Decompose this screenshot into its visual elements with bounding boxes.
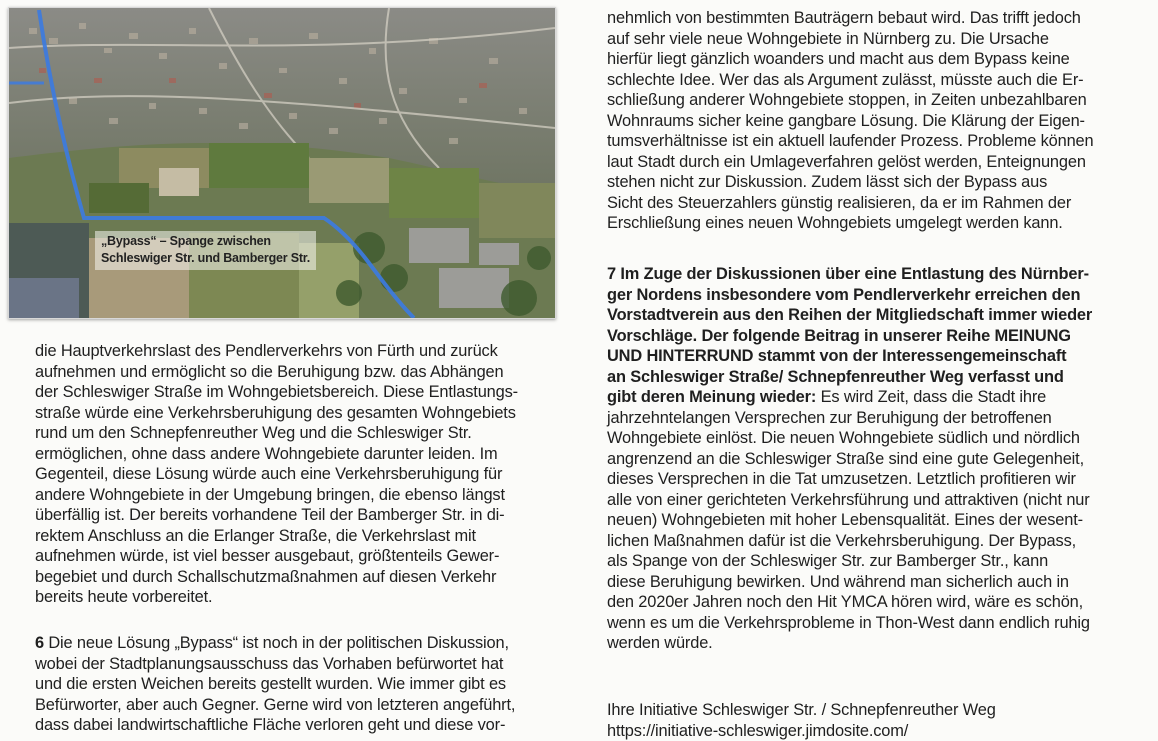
- p7-line-8: diese Beruhigung bewirken. Und während man sicherlich auch in: [607, 572, 1069, 591]
- p6-line-1: wobei der Stadtplanungsausschuss das Vorhaben befürwortet hat: [35, 654, 504, 673]
- left-paragraph-line-0: die Hauptverkehrslast des Pendlerverkehrs von Fürth und zurück: [35, 342, 498, 360]
- right-paragraph-line-0: nehmlich von bestimmten Bauträgern bebaut wird. Das trifft jedoch: [607, 9, 1081, 27]
- p6-line-3: Befürworter, aber auch Gegner. Gerne wird von letzteren angeführt,: [35, 695, 516, 714]
- aerial-photo: [8, 7, 556, 319]
- p7-line-6: lichen Maßnahmen dafür ist die Verkehrsberuhigung. Der Bypass,: [607, 531, 1077, 550]
- right-paragraph-line-1: auf sehr viele neue Wohngebiete in Nürnberg zu. Die Ursache: [607, 29, 1049, 48]
- paragraph-7-body: [607, 408, 1149, 654]
- signature-url[interactable]: https://initiative-schleswiger.jimdosite.com/: [607, 721, 909, 740]
- photo-caption: [95, 231, 316, 270]
- p7-line-11: werden würde.: [607, 634, 713, 652]
- p7-line-4: alle von einer gerichteten Verkehrsführung und attraktiven (nicht nur: [607, 490, 1090, 509]
- p7-normal-start: Es wird Zeit, dass die Stadt ihre: [816, 388, 1047, 406]
- left-paragraph-line-4: rund um den Schnepfenreuther Weg und die Schleswiger Str.: [35, 424, 472, 442]
- left-paragraph-lines: [35, 341, 557, 608]
- signature-block: [607, 700, 1149, 741]
- paragraph-6-text: [35, 633, 557, 736]
- left-paragraph-line-6: Gegenteil, diese Lösung würde auch eine Verkehrsberuhigung für: [35, 465, 503, 483]
- right-paragraph-lines: [607, 8, 1149, 234]
- p7-line-3: dieses Versprechen in die Tat umzusetzen. Letztlich profitieren wir: [607, 470, 1076, 488]
- left-paragraph-line-12: bereits heute vorbereitet.: [35, 588, 213, 606]
- left-paragraph-line-3: straße würde eine Verkehrsberuhigung des gesamten Wohngebiets: [35, 403, 516, 422]
- right-paragraph-line-6: tumsverhältnisse ist ein aktuell laufender Prozess. Probleme können: [607, 132, 1094, 150]
- p7-line-5: neuen) Wohngebieten mit hoher Lebensqualität. Eines der wesent-: [607, 511, 1083, 529]
- caption-line-1: „Bypass“ – Spange zwischen: [101, 234, 271, 248]
- right-paragraph-line-9: Sicht des Steuerzahlers günstig realisieren, da er im Rahmen der: [607, 193, 1072, 212]
- paragraph-7-text: [607, 264, 1149, 654]
- p7-line-0: jahrzehntelangen Versprechen zur Beruhigung der betroffenen: [607, 408, 1052, 427]
- paragraph-7: [607, 264, 1149, 654]
- p7-line-9: den 2020er Jahren noch den Hit YMCA hören wird, wäre es schön,: [607, 593, 1084, 611]
- p7-bold-line-4: UND HINTERRUND stammt von der Interessengemeinschaft: [607, 347, 1067, 365]
- paragraph-7-bold-intro: [607, 264, 1149, 387]
- p7-line-10: wenn es um die Verkehrsprobleme in Thon-West dann endlich ruhig: [607, 613, 1090, 632]
- p7-bold-line-2: Vorstadtverein aus den Reihen der Mitgliedschaft immer wieder: [607, 306, 1093, 324]
- p6-line-4: dass dabei landwirtschaftliche Fläche verloren geht und diese vor-: [35, 716, 506, 734]
- right-paragraph-line-2: hierfür liegt gänzlich woanders und macht aus dem Bypass keine: [607, 50, 1070, 68]
- left-paragraph-line-10: aufnehmen würde, ist viel besser ausgebaut, größtenteils Gewer-: [35, 547, 500, 565]
- left-paragraph-line-11: begebiet und durch Schallschutzmaßnahmen auf diesen Verkehr: [35, 567, 497, 586]
- p7-bold-line-1: ger Nordens insbesondere vom Pendlerverkehr erreichen den: [607, 285, 1081, 304]
- left-paragraph-line-8: überfällig ist. Der bereits vorhandene Teil der Bamberger Str. in di-: [35, 506, 505, 524]
- aerial-map-illustration: [9, 8, 555, 318]
- p7-bold-tail: gibt deren Meinung wieder:: [607, 388, 817, 406]
- p7-line-2: angrenzend an die Schleswiger Straße sind eine gute Gelegenheit,: [607, 449, 1084, 468]
- paragraph-number-6: 6: [35, 634, 44, 652]
- left-paragraph-line-2: der Schleswiger Straße im Wohngebietsbereich. Diese Entlastungs-: [35, 383, 518, 401]
- right-paragraph-line-8: stehen nicht zur Diskussion. Zudem lässt sich der Bypass aus: [607, 173, 1048, 191]
- p7-line-7: als Spange von der Schleswiger Str. zur Bamberger Str., kann: [607, 552, 1049, 570]
- left-column-paragraph: [35, 341, 557, 608]
- left-paragraph-line-1: aufnehmen und ermöglicht so die Beruhigung bzw. das Abhängen: [35, 362, 504, 381]
- signature-initiative: Ihre Initiative Schleswiger Str. / Schnepfenreuther Weg: [607, 701, 996, 719]
- right-paragraph-line-4: schließung anderer Wohngebiete stoppen, in Zeiten unbezahlbaren: [607, 91, 1087, 109]
- right-column-paragraph: [607, 8, 1149, 234]
- right-paragraph-line-3: schlechte Idee. Wer das als Argument zulässt, müsste auch die Er-: [607, 70, 1084, 89]
- p6-line-2: und die ersten Weichen bereits gestellt wurden. Wie immer gibt es: [35, 675, 506, 693]
- left-paragraph-line-7: andere Wohngebiete in der Umgebung bringen, die ebenso längst: [35, 485, 505, 504]
- p7-bold-line-5: an Schleswiger Straße/ Schnepfenreuther Weg verfasst und: [607, 367, 1064, 386]
- p7-bold-line-0: 7 Im Zuge der Diskussionen über eine Entlastung des Nürnber-: [607, 265, 1089, 283]
- p6-line-0: Die neue Lösung „Bypass“ ist noch in der politischen Diskussion,: [43, 634, 509, 652]
- paragraph-6: [35, 633, 557, 736]
- left-paragraph-line-9: rektem Anschluss an die Erlanger Straße, die Verkehrslast mit: [35, 526, 476, 545]
- right-paragraph-line-10: Erschließung eines neuen Wohngebiets umgelegt werden kann.: [607, 214, 1063, 232]
- right-paragraph-line-7: laut Stadt durch ein Umlageverfahren gelöst werden, Enteignungen: [607, 152, 1086, 171]
- left-paragraph-line-5: ermöglichen, ohne dass andere Wohngebiete darunter leiden. Im: [35, 444, 498, 463]
- p7-bold-line-3: Vorschläge. Der folgende Beitrag in unserer Reihe MEINUNG: [607, 326, 1071, 345]
- p7-line-1: Wohngebiete einlöst. Die neuen Wohngebiete südlich und nördlich: [607, 429, 1080, 447]
- caption-line-2: Schleswiger Str. und Bamberger Str.: [101, 251, 311, 265]
- right-paragraph-line-5: Wohnraums sicher keine gangbare Lösung. Die Klärung der Eigen-: [607, 111, 1085, 130]
